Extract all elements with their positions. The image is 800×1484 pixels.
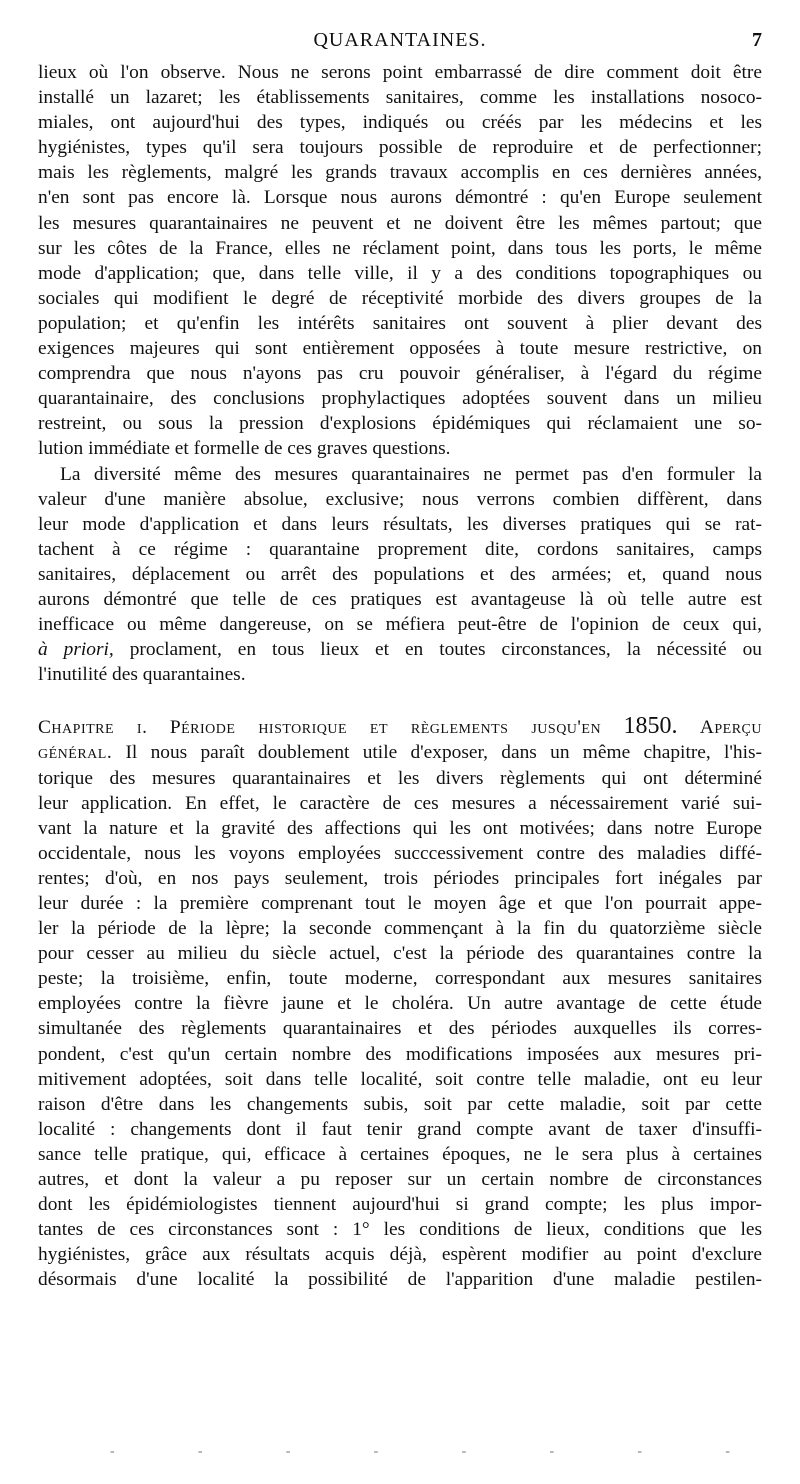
text-line: n'en sont pas encore là. Lorsque nous aurons démontré : qu'en Europe seulement: [38, 187, 762, 209]
paragraph-2: [38, 462, 762, 638]
text-line: aurons démontré que telle de ces pratiques est avantageuse là où telle autre est: [38, 588, 762, 610]
text-line: localité : changements dont il faut tenir grand compte avant de taxer d'insuffi-: [38, 1118, 762, 1140]
text-line: sance telle pratique, qui, efficace à certaines époques, ne le sera plus à certaines: [38, 1143, 762, 1165]
text-line: pour cesser au milieu du siècle actuel, c'est la période des quarantaines contre la: [38, 943, 762, 965]
page-header: [38, 26, 762, 54]
text-line: hygiénistes, types qu'il sera toujours possible de reproduire et de perfectionner;: [38, 137, 762, 159]
text-line: pondent, c'est qu'un certain nombre des modifications imposées aux mesures pri-: [38, 1043, 762, 1065]
paragraph-1: [38, 60, 762, 462]
text-line: occidentale, nous les voyons employées succcessivement contre des maladies diffé-: [38, 842, 762, 864]
text-line: inefficace ou même dangereuse, on se méfiera peut-être de l'opinion de ceux qui,: [38, 614, 762, 636]
text-line: exigences majeures qui sont entièrement opposées à toute mesure restrictive, on: [38, 338, 762, 360]
text-line: peste; la troisième, enfin, toute moderne, correspondant aux mesures sanitaires: [38, 968, 762, 990]
text-line: autres, et dont la valeur a pu reposer sur un certain nombre de circonstances: [38, 1169, 762, 1191]
text-line: tachent à ce régime : quarantaine proprement dite, cordons sanitaires, camps: [38, 538, 762, 560]
text-line: quarantainaire, des conclusions prophylactiques adoptées souvent dans un milieu: [38, 388, 762, 410]
text-line: miales, ont aujourd'hui des types, indiqués ou créés par les médecins et les: [38, 112, 762, 134]
text-line: hygiénistes, grâce aux résultats acquis déjà, espèrent modifier au point d'exclure: [38, 1244, 762, 1266]
page-body: [38, 60, 762, 1293]
text-line: sur les côtes de la France, elles ne réclament point, dans tous les ports, le même: [38, 237, 762, 259]
italic-text: à priori,: [38, 639, 114, 661]
text-line: leur application. En effet, le caractère de ces mesures a nécessairement varié sui-: [38, 792, 762, 814]
paragraph-3: [38, 766, 762, 1293]
chapter-year: 1850.: [623, 714, 678, 740]
chapter-heading: [38, 714, 762, 740]
text-line: mais les règlements, malgré les grands travaux accomplis en ces dernières années,: [38, 162, 762, 184]
text-line: restreint, ou sous la pression d'explosions épidémiques qui réclamaient une so-: [38, 413, 762, 435]
text-line: simultanée des règlements quarantainaires et des périodes auxquelles ils corres-: [38, 1018, 762, 1040]
running-head: QUARANTAINES.: [313, 29, 487, 51]
text-line: mitivement adoptées, soit dans telle localité, soit contre telle maladie, ont eu leur: [38, 1068, 762, 1090]
text-line: à priori, proclament, en tous lieux et en toutes circonstances, la nécessité ou: [38, 639, 762, 661]
text-line: mode d'application; que, dans telle ville, il y a des conditions topographiques ou: [38, 262, 762, 284]
text-line: leur mode d'application et dans leurs résultats, les diverses pratiques qui se rat-: [38, 513, 762, 535]
text-line: désormais d'une localité la possibilité de l'apparition d'une maladie pestilen-: [38, 1269, 762, 1291]
text-line: lieux où l'on observe. Nous ne serons point embarrassé de dire comment doit être: [38, 62, 762, 83]
text-line: leur durée : la première comprenant tout le moyen âge et que l'on pourrait appe-: [38, 893, 762, 914]
text-line: torique des mesures quarantainaires et les divers règlements qui ont déterminé: [38, 767, 762, 789]
text-line: les mesures quarantainaires ne peuvent et ne doivent être les mêmes partout; que: [38, 212, 762, 234]
text-line: ler la période de la lèpre; la seconde commençant à la fin du quatorzième siècle: [38, 918, 762, 940]
bottom-rule-marks: - - - - - - - -: [110, 1444, 730, 1459]
text-line: général. Il nous paraît doublement utile d'exposer, dans un même chapitre, l'his-: [38, 742, 762, 764]
text-line: sociales qui modifient le degré de réceptivité morbide des divers groupes de la: [38, 287, 762, 309]
text-line: vant la nature et la gravité des affections qui les ont motivées; dans notre Europe: [38, 817, 762, 839]
chapter-subtitle: Aperçu: [699, 717, 762, 739]
chapter-subtitle-2: général.: [38, 742, 113, 764]
text-line: l'inutilité des quarantaines.: [38, 664, 246, 686]
text-line: La diversité même des mesures quarantainaires ne permet pas d'en formuler la: [60, 463, 762, 485]
text-line: lution immédiate et formelle de ces graves questions.: [38, 438, 451, 460]
page-number: 7: [752, 29, 762, 51]
text-line: dont les épidémiologistes tiennent aujourd'hui si grand compte; les plus impor-: [38, 1194, 762, 1216]
text-line: sanitaires, déplacement ou arrêt des populations et des armées; et, quand nous: [38, 563, 762, 585]
text-line: population; et qu'enfin les intérêts sanitaires ont souvent à plier devant des: [38, 312, 762, 334]
text-line: installé un lazaret; les établissements sanitaires, comme les installations nosoco-: [38, 87, 762, 109]
text-line: valeur d'une manière absolue, exclusive; nous verrons combien diffèrent, dans: [38, 488, 762, 510]
text-line: comprendra que nous n'ayons pas cru pouvoir généraliser, à l'égard du régime: [38, 363, 762, 385]
text-line: employées contre la fièvre jaune et le choléra. Un autre avantage de cette étude: [38, 993, 762, 1015]
text-line: tantes de ces circonstances sont : 1° les conditions de lieux, conditions que les: [38, 1219, 762, 1241]
section-gap: [38, 687, 762, 714]
chapter-label: Chapitre i.: [38, 717, 148, 739]
text-line: rentes; d'où, en nos pays seulement, trois périodes principales fort inégales par: [38, 867, 762, 889]
book-page: [38, 26, 762, 1293]
chapter-title: Période historique et règlements jusqu'en: [169, 717, 602, 739]
text-line: raison d'être dans les changements subis, soit par cette maladie, soit par cette: [38, 1093, 762, 1115]
